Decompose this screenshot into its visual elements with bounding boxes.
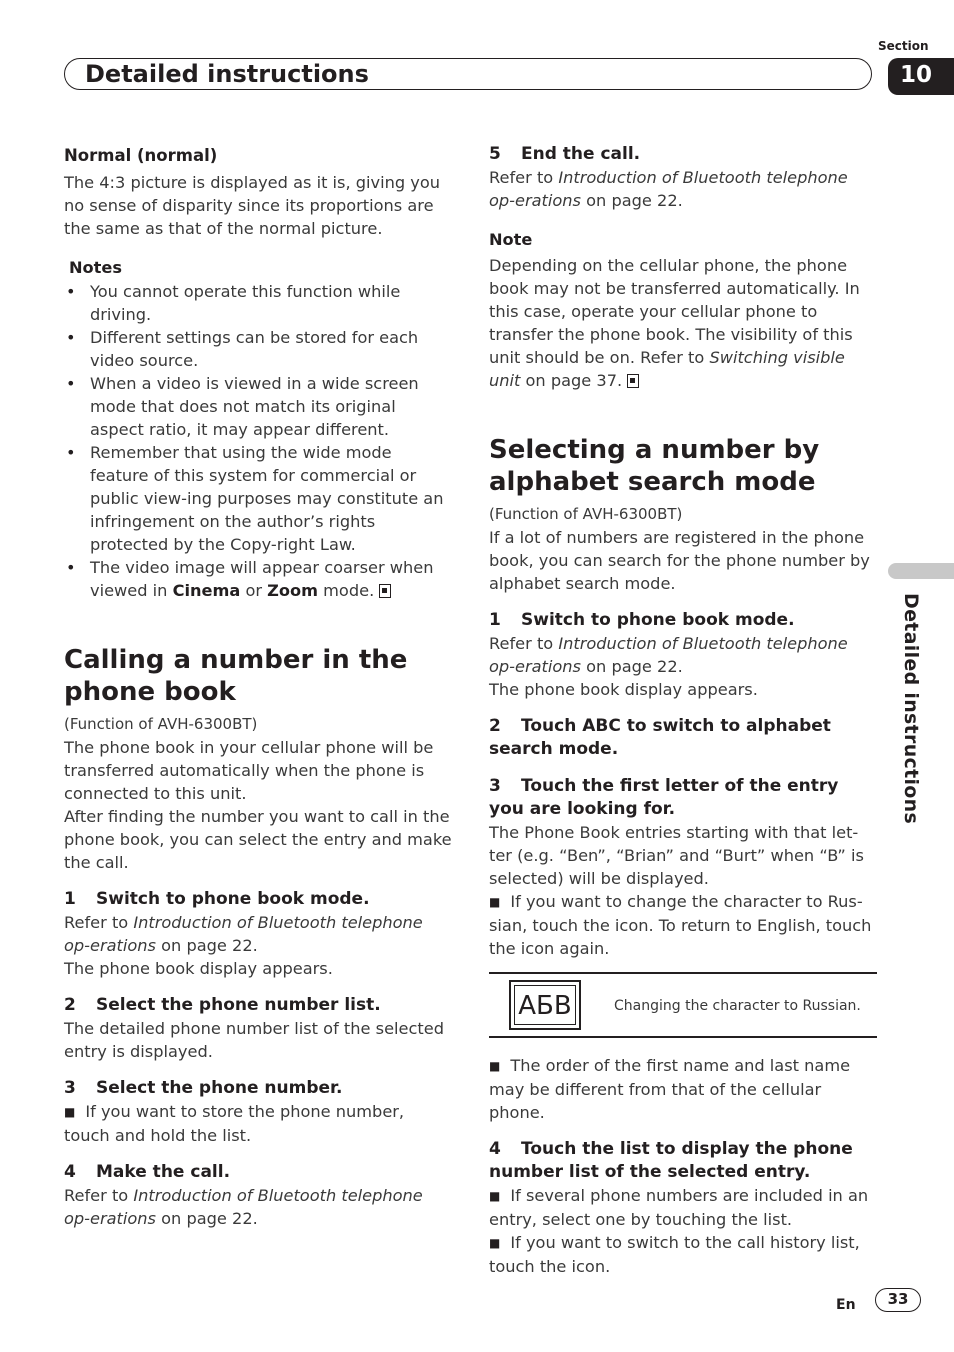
step-number: 3 (64, 1078, 76, 1098)
list-item: • Different settings can be stored for each video source. (64, 326, 452, 372)
note-text: mode. (318, 581, 375, 600)
step-text (64, 911, 452, 957)
step-text: The detailed phone number list of the selected entry is displayed. (64, 1019, 444, 1061)
list-item: • Remember that using the wide mode feature of this system for commercial or public view-ing purposes may constitute an infringement on the author’s rights protected by the Copy-right Law. (64, 441, 452, 556)
step-heading (489, 1138, 877, 1184)
intro-text: After finding the number you want to call in the phone book, you can select the entry and make the call. (64, 807, 452, 872)
list-item: • When a video is viewed in a wide screen mode that does not match its original aspect ratio, it may appear different. (64, 372, 452, 441)
ref-text: on page 22. (156, 936, 258, 955)
step-title: Switch to phone book mode. (521, 610, 795, 630)
note-text: The video image will appear coarser when viewed in (90, 558, 434, 600)
function-note: (Function of AVH-6300BT) (64, 715, 258, 733)
step-text: The phone book display appears. (64, 959, 333, 978)
function-note: (Function of AVH-6300BT) (489, 505, 683, 523)
step-heading (489, 609, 877, 632)
russian-character-icon (509, 980, 581, 1030)
ref-text: Refer to (64, 1186, 134, 1205)
ref-link: Switching visible unit (489, 348, 845, 390)
step-title: End the call. (521, 144, 641, 164)
step-number: 4 (64, 1162, 76, 1182)
step-title: Make the call. (96, 1162, 231, 1182)
step-text (64, 1184, 452, 1230)
step-number: 3 (489, 776, 501, 796)
step-title: Select the phone number. (96, 1078, 343, 1098)
section-heading: Selecting a number by alphabet search mode (489, 435, 820, 497)
step-number: 1 (489, 610, 501, 630)
step-text: The Phone Book entries starting with that let-ter (e.g. “Ben”, “Brian” and “Burt” when “B” is selected) will be displayed. (489, 823, 864, 888)
step-number: 2 (489, 716, 501, 736)
square-bullet-icon: ■ (489, 1059, 501, 1073)
intro-text: The phone book in your cellular phone will be transferred automatically when the phone is connected to this unit. (64, 738, 434, 803)
list-item (64, 556, 452, 602)
step-heading (489, 143, 877, 166)
page-title: Detailed instructions (85, 60, 369, 88)
bullet-text: If you want to store the phone number, touch and hold the list. (64, 1102, 405, 1145)
step-title: Switch to phone book mode. (96, 889, 370, 909)
bullet-text: If you want to change the character to Rus-sian, touch the icon. To return to English, touch the icon again. (489, 892, 872, 958)
square-bullet-icon: ■ (489, 1236, 501, 1250)
step-heading (489, 775, 877, 821)
step-number: 1 (64, 889, 76, 909)
section-number-badge: 10 (888, 58, 954, 95)
ref-text: Refer to (489, 168, 559, 187)
step-heading (64, 1161, 452, 1184)
square-bullet-icon: ■ (489, 895, 501, 909)
step-title: Touch the list to display the phone number list of the selected entry. (489, 1139, 853, 1182)
icon-table (489, 972, 877, 1038)
ref-text: on page 22. (156, 1209, 258, 1228)
list-item: • You cannot operate this function while driving. (64, 280, 452, 326)
intro-text: If a lot of numbers are registered in the phone book, you can search for the phone number by alphabet search mode. (489, 528, 870, 593)
language-label: En (836, 1297, 856, 1313)
step-text: The phone book display appears. (489, 680, 758, 699)
ref-text: on page 22. (581, 657, 683, 676)
side-tab-bar (888, 563, 954, 579)
note-text (489, 254, 877, 392)
note-body: on page 37. (520, 371, 623, 390)
page-number: 33 (875, 1288, 921, 1312)
step-number: 2 (64, 995, 76, 1015)
icon-description: Changing the character to Russian. (614, 998, 861, 1014)
section-heading: Calling a number in the phone book (64, 645, 408, 707)
end-mark-icon (379, 584, 391, 598)
ref-link: Introduction of Bluetooth telephone op-erations (64, 1186, 423, 1228)
note-heading: Note (489, 230, 533, 249)
step-heading (489, 715, 877, 761)
notes-list (64, 280, 452, 602)
step-text (489, 166, 877, 212)
section-label: Section (878, 39, 929, 53)
step-title: Select the phone number list. (96, 995, 381, 1015)
ref-text: Refer to (489, 634, 559, 653)
note-bold: Zoom (267, 581, 319, 600)
ref-text: on page 22. (581, 191, 683, 210)
ref-link: Introduction of Bluetooth telephone op-erations (489, 168, 848, 210)
right-column (489, 140, 877, 1278)
notes-heading: Notes (69, 258, 123, 277)
step-number: 5 (489, 144, 501, 164)
normal-heading: Normal (normal) (64, 146, 218, 165)
step-bullet (489, 890, 877, 960)
normal-text: The 4:3 picture is displayed as it is, giving you no sense of disparity since its proportions are the same as that of the normal picture. (64, 173, 441, 238)
step-bullet (489, 1231, 877, 1278)
step-bullet (489, 1184, 877, 1231)
bullet-text: The order of the first name and last name may be different from that of the cellular phone. (489, 1056, 851, 1122)
step-bullet (64, 1100, 452, 1147)
end-mark-icon (627, 374, 639, 388)
left-column (64, 140, 452, 1230)
square-bullet-icon: ■ (64, 1105, 76, 1119)
step-heading (64, 994, 452, 1017)
bullet-text: If you want to switch to the call history list, touch the icon. (489, 1233, 860, 1276)
bullet-text: If several phone numbers are included in an entry, select one by touching the list. (489, 1186, 869, 1229)
ref-text: Refer to (64, 913, 134, 932)
side-tab-label: Detailed instructions (900, 593, 922, 825)
step-text (489, 632, 877, 678)
note-text: or (240, 581, 268, 600)
square-bullet-icon: ■ (489, 1189, 501, 1203)
step-heading (64, 888, 452, 911)
step-number: 4 (489, 1139, 501, 1159)
note-body: Depending on the cellular phone, the phone book may not be transferred automatically. In this case, operate your cellular phone to transfer the phone book. The visibility of this unit should be on. Refer to (489, 256, 860, 367)
ref-link: Introduction of Bluetooth telephone op-erations (489, 634, 848, 676)
step-bullet (489, 1054, 877, 1124)
icon-label: АБВ (514, 985, 576, 1025)
step-title: Touch the first letter of the entry you are looking for. (489, 776, 839, 819)
step-heading (64, 1077, 452, 1100)
ref-link: Introduction of Bluetooth telephone op-erations (64, 913, 423, 955)
note-bold: Cinema (172, 581, 241, 600)
step-title: Touch ABC to switch to alphabet search mode. (489, 716, 831, 759)
